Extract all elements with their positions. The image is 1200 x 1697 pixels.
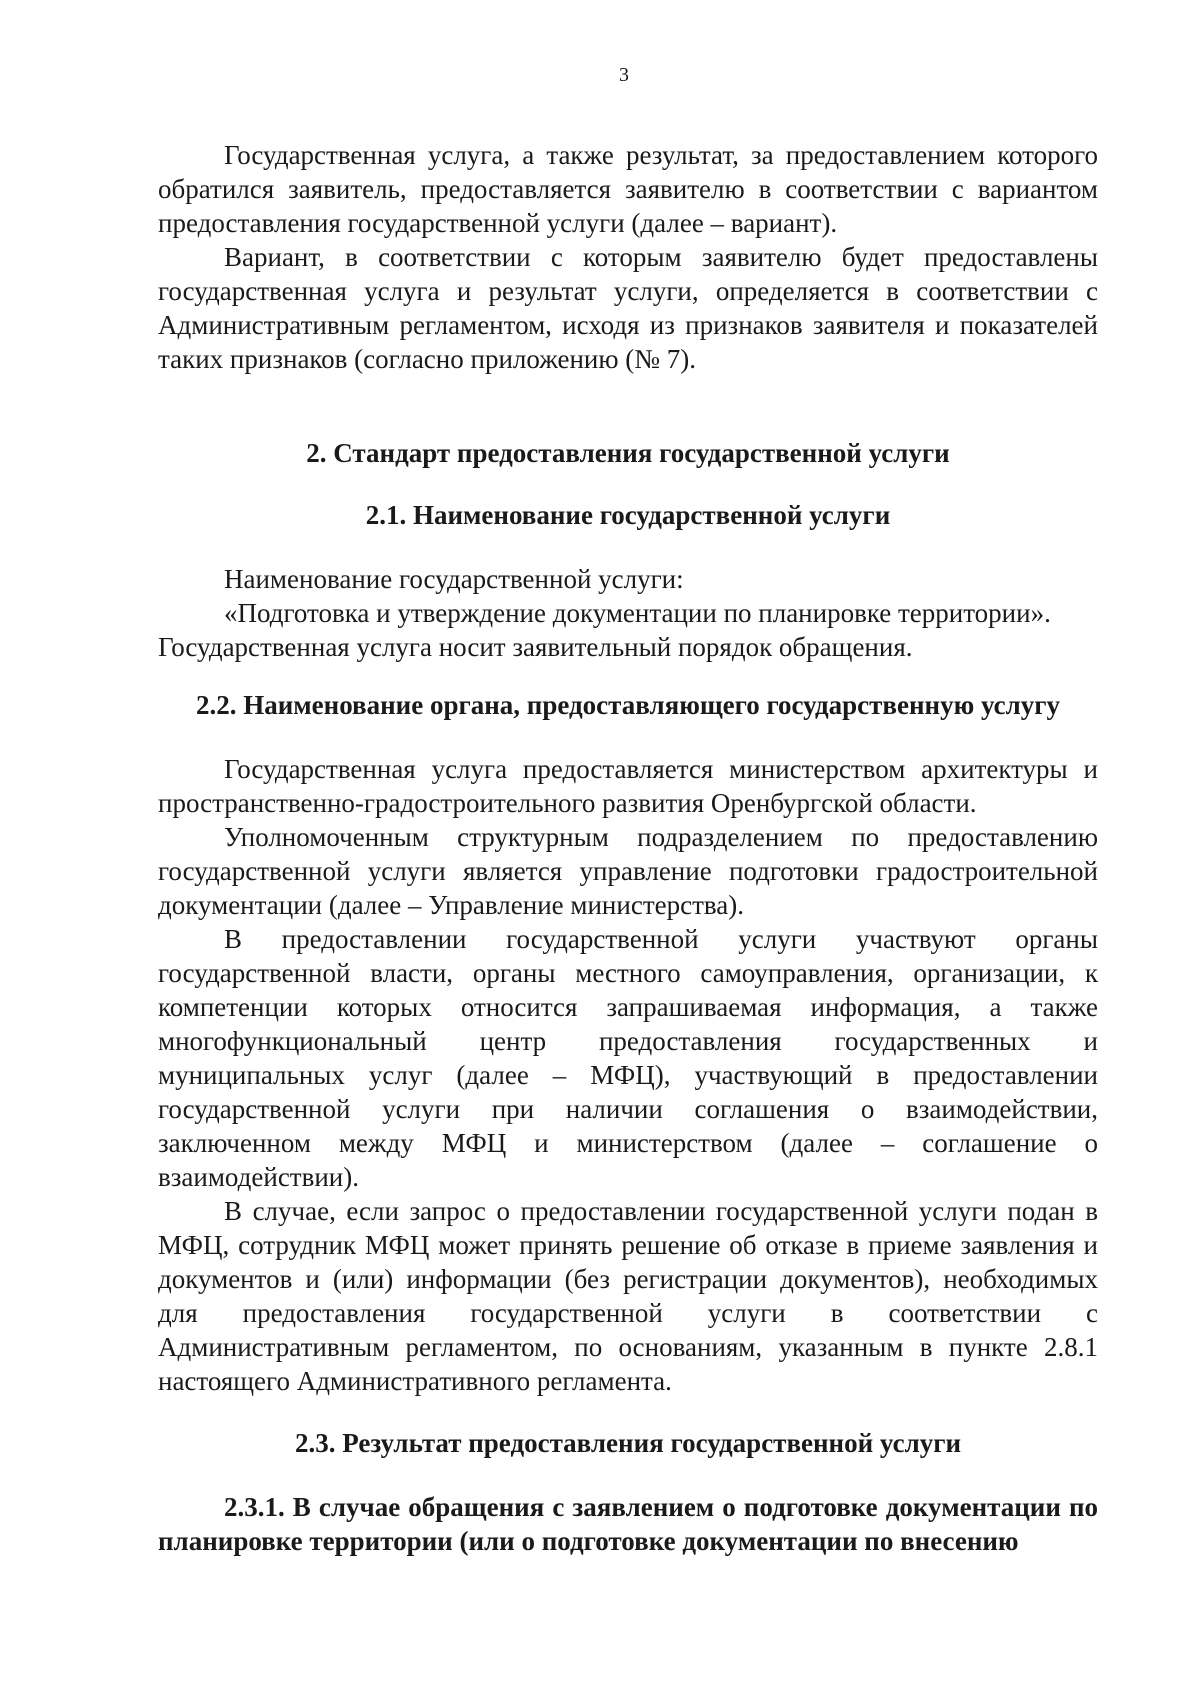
section-2-title: 2. Стандарт предоставления государственной услуги — [306, 438, 950, 468]
section-2-1-line-2: «Подготовка и утверждение документации по планировке территории». — [224, 598, 1051, 628]
section-2-2-title: 2.2. Наименование органа, предоставляющего государственную услугу — [195, 690, 1061, 720]
section-2-2-paragraph-4: В случае, если запрос о предоставлении государственной услуги подан в МФЦ, сотрудник МФЦ может принять решение об отказе в приеме заявления и документов и (или) информации (без регистрации документов), необходимых для предоставления государственной услуги в соответствии с Административным регламентом, по основаниям, указанным в пункте 2.8.1 настоящего Административного регламента. — [158, 1196, 1098, 1396]
intro-paragraph-1: Государственная услуга, а также результат, за предоставлением которого обратился заявитель, предоставляется заявителю в соответствии с вариантом предоставления государственной услуги (далее – вариант). — [158, 140, 1098, 238]
section-2-1-line-1: Наименование государственной услуги: — [224, 564, 684, 594]
section-2-3-title: 2.3. Результат предоставления государственной услуги — [294, 1428, 962, 1458]
section-2-2-paragraph-1: Государственная услуга предоставляется министерством архитектуры и пространственно-градостроительного развития Оренбургской области. — [158, 754, 1098, 818]
page-number: 3 — [619, 64, 629, 86]
section-2-1-line-3: Государственная услуга носит заявительный порядок обращения. — [158, 632, 913, 662]
section-2-2-paragraph-2: Уполномоченным структурным подразделением по предоставлению государственной услуги является управление подготовки градостроительной документации (далее – Управление министерства). — [158, 822, 1098, 920]
section-2-1-title: 2.1. Наименование государственной услуги — [365, 500, 891, 530]
document-body — [158, 138, 1098, 1558]
section-2-3-1-heading: 2.3.1. В случае обращения с заявлением о подготовке документации по планировке территории (или о подготовке документации по внесению — [158, 1492, 1098, 1556]
intro-paragraph-2: Вариант, в соответствии с которым заявителю будет предоставлены государственная услуга и результат услуги, определяется в соответствии с Административным регламентом, исходя из признаков заявителя и показателей таких признаков (согласно приложению (№ 7). — [158, 242, 1098, 374]
section-2-2-paragraph-3: В предоставлении государственной услуги участвуют органы государственной власти, органы местного самоуправления, организации, к компетенции которых относится запрашиваемая информация, а также многофункциональный центр предоставления государственных и муниципальных услуг (далее – МФЦ), участвующий в предоставлении государственной услуги при наличии соглашения о взаимодействии, заключенном между МФЦ и министерством (далее – соглашение о взаимодействии). — [158, 924, 1098, 1192]
